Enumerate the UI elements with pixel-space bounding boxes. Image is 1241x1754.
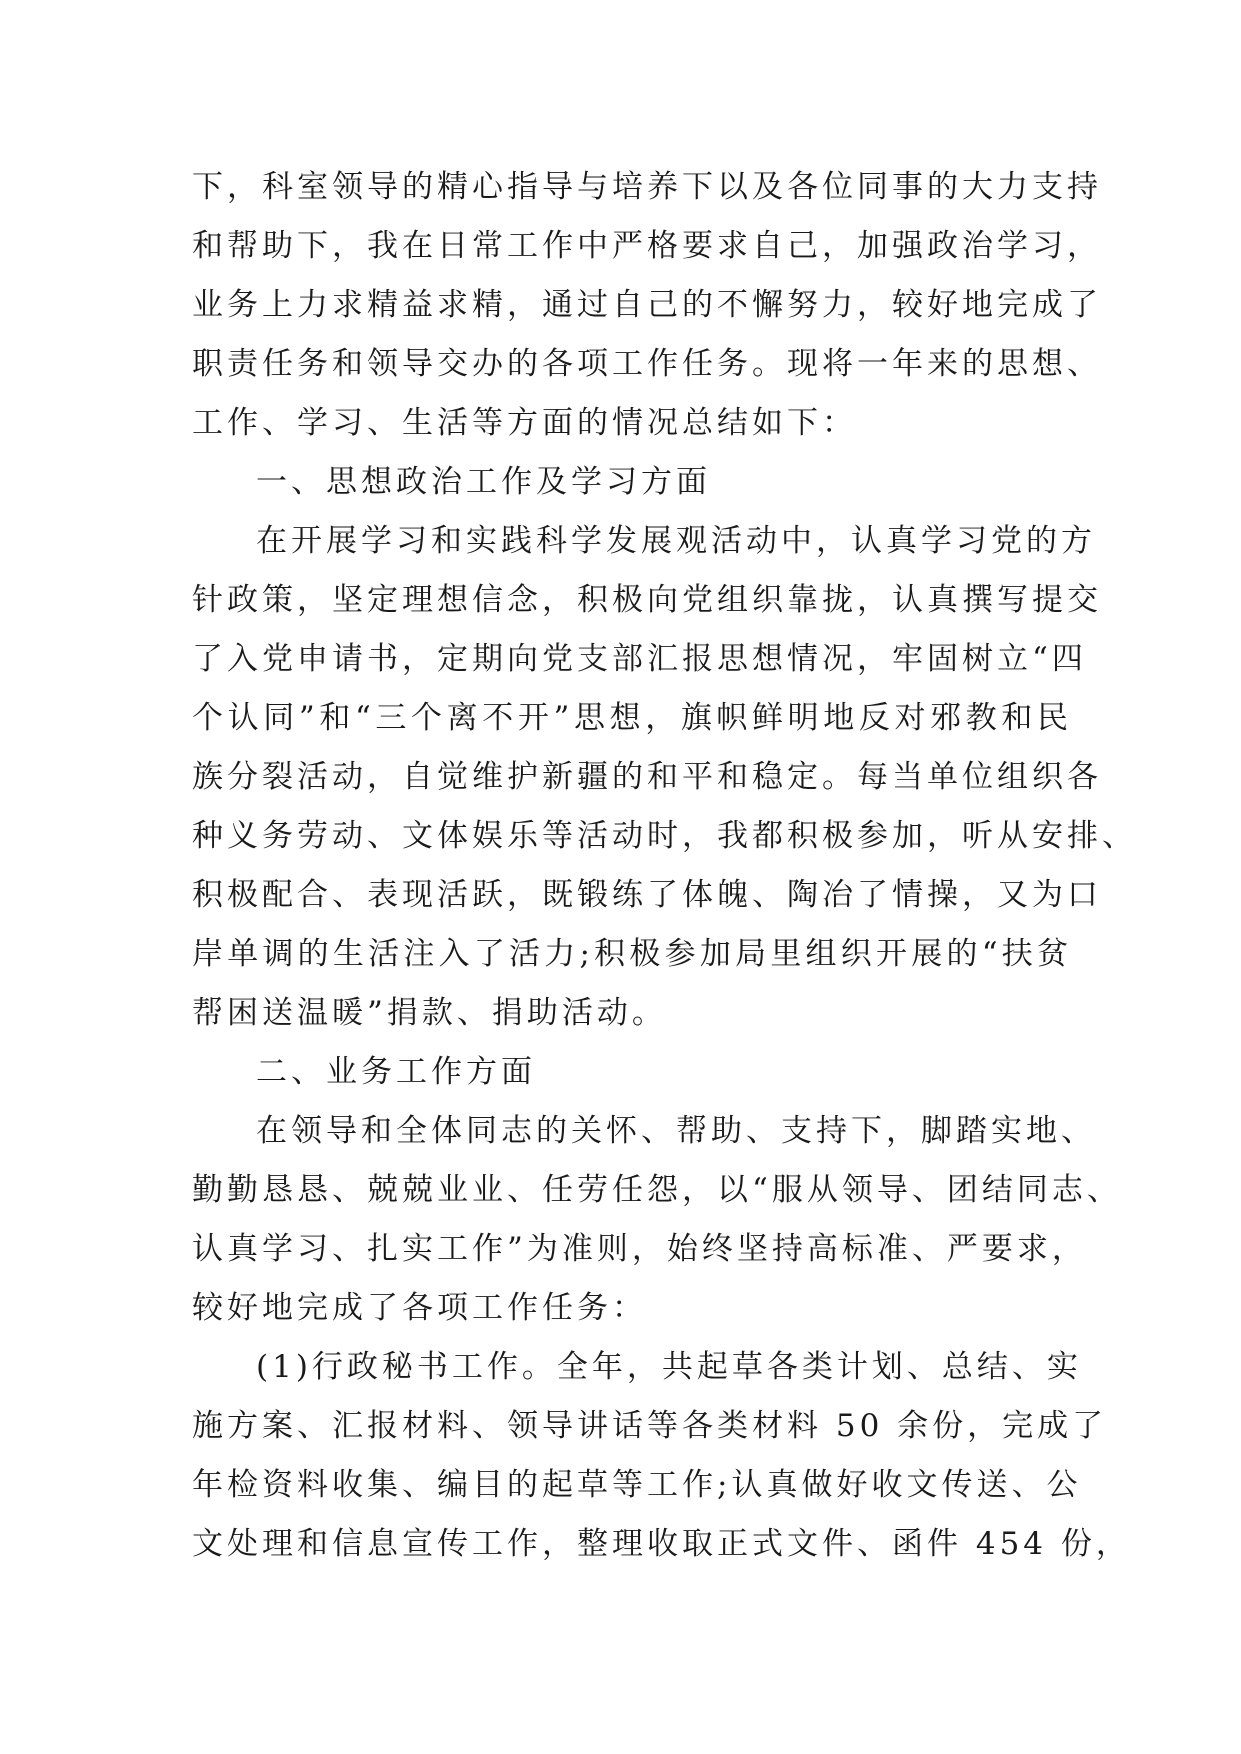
text-line: 族分裂活动，自觉维护新疆的和平和稳定。每当单位组织各 [192,759,1102,795]
text-line: 勤勤恳恳、兢兢业业、任劳任怨，以“服从领导、团结同志、 [192,1172,1122,1208]
text-line: 文处理和信息宣传工作，整理收取正式文件、函件 454 份， [192,1526,1131,1562]
text-line: 业务上力求精益求精，通过自己的不懈努力，较好地完成了 [192,287,1102,323]
text-line: 岸单调的生活注入了活力;积极参加局里组织开展的“扶贫 [192,936,1072,972]
text-line: 施方案、汇报材料、领导讲话等各类材料 50 余份，完成了 [192,1408,1108,1444]
text-line: 帮困送温暖”捐款、捐助活动。 [192,995,667,1031]
document-body [192,158,1137,1574]
text-line: 了入党申请书，定期向党支部汇报思想情况，牢固树立“四 [192,641,1087,677]
text-line: 职责任务和领导交办的各项工作任务。现将一年来的思想、 [192,346,1102,382]
text-line: 下，科室领导的精心指导与培养下以及各位同事的大力支持 [192,169,1102,205]
text-line: 个认同”和“三个离不开”思想，旗帜鲜明地反对邪教和民 [192,700,1072,736]
text-line: (1)行政秘书工作。全年，共起草各类计划、总结、实 [256,1349,1082,1385]
text-line: 在开展学习和实践科学发展观活动中，认真学习党的方 [256,523,1096,559]
text-line: 针政策，坚定理想信念，积极向党组织靠拢，认真撰写提交 [192,582,1102,618]
text-line: 年检资料收集、编目的起草等工作;认真做好收文传送、公 [192,1467,1082,1503]
text-line: 积极配合、表现活跃，既锻练了体魄、陶冶了情操，又为口 [192,877,1102,913]
text-line: 种义务劳动、文体娱乐等活动时，我都积极参加，听从安排、 [192,818,1137,854]
text-line: 较好地完成了各项工作任务： [192,1290,647,1326]
text-line: 和帮助下，我在日常工作中严格要求自己，加强政治学习， [192,228,1102,264]
text-line: 二、业务工作方面 [256,1054,536,1090]
text-line: 一、思想政治工作及学习方面 [256,464,711,500]
text-line: 认真学习、扎实工作”为准则，始终坚持高标准、严要求， [192,1231,1087,1267]
text-line: 工作、学习、生活等方面的情况总结如下： [192,405,857,441]
text-line: 在领导和全体同志的关怀、帮助、支持下，脚踏实地、 [256,1113,1096,1149]
